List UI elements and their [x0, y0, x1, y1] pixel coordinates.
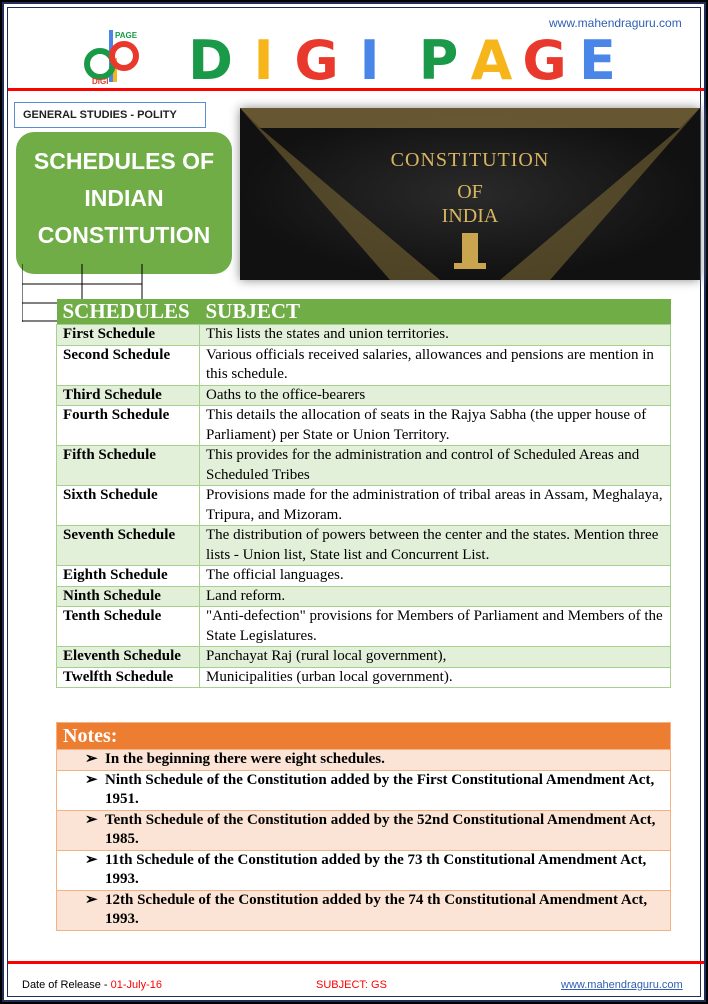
- book-title: CONSTITUTION: [390, 149, 550, 171]
- note-text: 12th Schedule of the Constitution added by the 74 th Constitutional Amendment Act, 1993.: [105, 891, 648, 927]
- table-row: [57, 345, 671, 385]
- notes-section: [56, 722, 671, 931]
- schedule-subject: Various officials received salaries, allowances and pensions are mention in this schedule.: [200, 345, 671, 385]
- note-item: [57, 850, 670, 890]
- note-item: [57, 770, 670, 810]
- column-header: SCHEDULES: [57, 299, 200, 325]
- table-row: [57, 586, 671, 607]
- website-link-footer[interactable]: www.mahendraguru.com: [561, 979, 683, 991]
- title-letter: I: [253, 36, 274, 86]
- constitution-book-image: [240, 108, 700, 280]
- table-row: [57, 647, 671, 668]
- notes-title: Notes:: [57, 723, 670, 749]
- page: [2, 2, 706, 1002]
- note-item: [57, 810, 670, 850]
- schedule-name: Eighth Schedule: [57, 566, 200, 587]
- schedule-name: Twelfth Schedule: [57, 667, 200, 688]
- heading-line: CONSTITUTION: [37, 222, 211, 248]
- table-row: [57, 406, 671, 446]
- release-date-value: 01-July-16: [110, 979, 163, 991]
- title-letter: G: [522, 36, 567, 86]
- schedules-table: [56, 299, 671, 688]
- footer-subject: SUBJECT: GS: [316, 979, 387, 991]
- schedule-subject: Oaths to the office-bearers: [200, 385, 671, 406]
- table-row: [57, 607, 671, 647]
- arrow-bullet-icon: ➢: [85, 751, 98, 767]
- book-subtitle-line: OF: [457, 181, 483, 203]
- schedule-subject: Municipalities (urban local government).: [200, 667, 671, 688]
- arrow-bullet-icon: ➢: [85, 771, 98, 788]
- heading-line: INDIAN: [84, 185, 164, 211]
- schedule-name: Fourth Schedule: [57, 406, 200, 446]
- schedule-subject: "Anti-defection" provisions for Members of Parliament and Members of the State Legislatures.: [200, 607, 671, 647]
- schedule-name: Ninth Schedule: [57, 586, 200, 607]
- header-divider: [8, 88, 704, 91]
- schedule-name: Sixth Schedule: [57, 486, 200, 526]
- book-subtitle-line: INDIA: [441, 205, 499, 227]
- release-date: [22, 979, 162, 991]
- table-row: [57, 446, 671, 486]
- footer-divider: [8, 961, 704, 964]
- table-row: [57, 325, 671, 346]
- table-row: [57, 566, 671, 587]
- schedule-subject: This details the allocation of seats in the Rajya Sabha (the upper house of Parliament) per State or Union Territory.: [200, 406, 671, 446]
- title-letter: I: [359, 36, 380, 86]
- svg-text:PAGE: PAGE: [115, 31, 138, 40]
- heading-line: SCHEDULES OF: [33, 148, 215, 174]
- schedule-subject: Provisions made for the administration of tribal areas in Assam, Meghalaya, Tripura, and Mizoram.: [200, 486, 671, 526]
- arrow-bullet-icon: ➢: [85, 891, 98, 908]
- table-row: [57, 526, 671, 566]
- schedule-subject: This lists the states and union territories.: [200, 325, 671, 346]
- schedule-name: Tenth Schedule: [57, 607, 200, 647]
- digi-page-logo: [82, 28, 140, 86]
- schedule-name: Fifth Schedule: [57, 446, 200, 486]
- schedule-subject: The official languages.: [200, 566, 671, 587]
- title-letter: A: [470, 36, 513, 86]
- schedule-subject: Land reform.: [200, 586, 671, 607]
- title-letter: G: [294, 36, 339, 86]
- title-letter: P: [418, 36, 459, 86]
- table-row: [57, 486, 671, 526]
- schedule-name: Eleventh Schedule: [57, 647, 200, 668]
- schedule-subject: Panchayat Raj (rural local government),: [200, 647, 671, 668]
- schedule-name: Third Schedule: [57, 385, 200, 406]
- schedule-name: First Schedule: [57, 325, 200, 346]
- schedule-name: Seventh Schedule: [57, 526, 200, 566]
- column-header: SUBJECT: [200, 299, 671, 325]
- book-subtitle: [240, 180, 700, 228]
- title-letter: E: [579, 36, 616, 86]
- arrow-bullet-icon: ➢: [85, 811, 98, 828]
- schedule-name: Second Schedule: [57, 345, 200, 385]
- note-text: Tenth Schedule of the Constitution added by the 52nd Constitutional Amendment Act, 1985.: [105, 811, 656, 847]
- title-letter: [396, 36, 412, 86]
- digi-page-title: [184, 36, 668, 86]
- schedule-subject: The distribution of powers between the center and the states. Mention three lists - Union list, State list and Concurrent List.: [200, 526, 671, 566]
- page-heading: [16, 132, 232, 274]
- note-item: [57, 890, 670, 930]
- schedule-subject: This provides for the administration and control of Scheduled Areas and Scheduled Tribes: [200, 446, 671, 486]
- table-row: [57, 385, 671, 406]
- note-text: Ninth Schedule of the Constitution added by the First Constitutional Amendment Act, 1951.: [105, 771, 655, 807]
- note-text: In the beginning there were eight schedules.: [105, 751, 385, 767]
- website-link-top[interactable]: www.mahendraguru.com: [549, 16, 682, 30]
- table-row: [57, 667, 671, 688]
- note-text: 11th Schedule of the Constitution added by the 73 th Constitutional Amendment Act, 1993.: [105, 851, 647, 887]
- arrow-bullet-icon: ➢: [85, 851, 98, 868]
- category-label: GENERAL STUDIES - POLITY: [14, 102, 206, 128]
- svg-text:DIGI: DIGI: [92, 77, 109, 86]
- release-date-label: Date of Release -: [22, 979, 111, 991]
- note-item: [57, 749, 670, 770]
- title-letter: D: [188, 36, 233, 86]
